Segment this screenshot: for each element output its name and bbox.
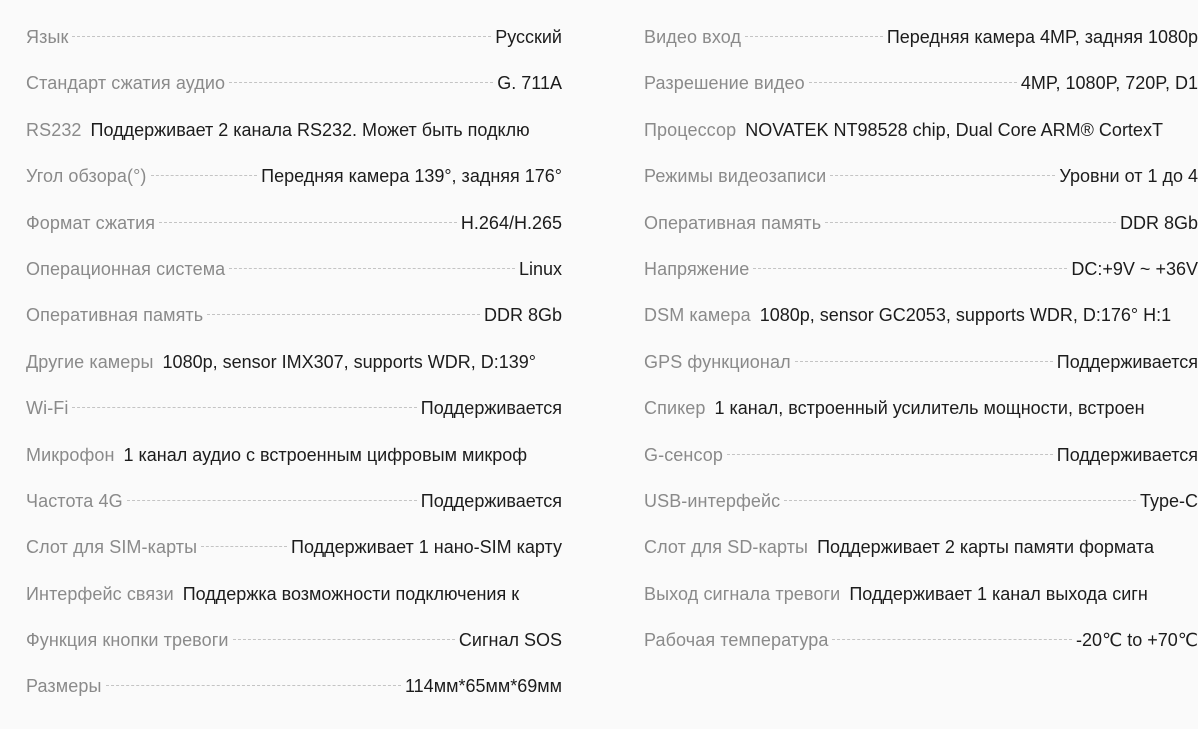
spec-row	[26, 571, 562, 617]
spec-value: Поддерживается	[1056, 351, 1198, 372]
spec-value: Поддерживает 1 канал выхода сигн	[849, 583, 1148, 604]
dotted-leader	[830, 175, 1055, 176]
spec-value: G. 711A	[497, 73, 562, 94]
spec-label: RS232	[26, 119, 82, 140]
spec-value: DC:+9V ~ +36V	[1071, 258, 1198, 279]
spec-label: Угол обзора(°)	[26, 166, 147, 187]
spec-value: Поддерживается	[420, 398, 562, 419]
spec-value: Передняя камера 4MP, задняя 1080p	[886, 27, 1198, 47]
spec-label: Оперативная память	[26, 305, 204, 326]
spec-row	[644, 339, 1198, 385]
dotted-leader	[127, 500, 417, 501]
spec-column-left	[26, 14, 562, 710]
spec-value: Русский	[495, 27, 562, 47]
dotted-leader	[784, 500, 1136, 501]
spec-row	[26, 385, 562, 431]
spec-label: Видео вход	[644, 27, 742, 47]
spec-label: Слот для SD-карты	[644, 537, 809, 558]
dotted-leader	[727, 454, 1053, 455]
spec-label: USB-интерфейс	[644, 490, 781, 511]
spec-label: Операционная система	[26, 258, 226, 279]
spec-row	[644, 200, 1198, 246]
spec-row	[26, 153, 562, 199]
dotted-leader	[151, 175, 258, 176]
spec-value: DDR 8Gb	[1119, 212, 1198, 233]
spec-value: 1 канал, встроенный усилитель мощности, встроен	[714, 398, 1145, 419]
dotted-leader	[207, 314, 480, 315]
spec-label: G-сенсор	[644, 444, 723, 465]
spec-row	[26, 339, 562, 385]
spec-label: GPS функционал	[644, 351, 791, 372]
spec-label: Выход сигнала тревоги	[644, 583, 841, 604]
spec-value: Сигнал SOS	[458, 630, 562, 651]
spec-row	[26, 107, 562, 153]
spec-label: Частота 4G	[26, 490, 123, 511]
spec-row	[26, 14, 562, 60]
spec-row	[26, 292, 562, 338]
spec-row	[644, 14, 1198, 60]
spec-label: Напряжение	[644, 258, 750, 279]
spec-label: Формат сжатия	[26, 212, 156, 233]
spec-row	[26, 663, 562, 709]
dotted-leader	[106, 685, 401, 686]
spec-value: Поддерживает 2 канала RS232. Может быть подклю	[90, 119, 530, 140]
spec-value: DDR 8Gb	[483, 305, 562, 326]
spec-label: Wi-Fi	[26, 398, 69, 419]
spec-row	[644, 153, 1198, 199]
spec-value: -20℃ to +70℃	[1076, 630, 1198, 651]
spec-row	[644, 246, 1198, 292]
dotted-leader	[229, 268, 515, 269]
spec-label: Микрофон	[26, 444, 115, 465]
spec-row	[26, 478, 562, 524]
dotted-leader	[825, 222, 1116, 223]
dotted-leader	[229, 82, 493, 83]
spec-row	[26, 617, 562, 663]
spec-row	[26, 432, 562, 478]
spec-label: Разрешение видео	[644, 73, 805, 94]
spec-row	[644, 107, 1198, 153]
spec-value: 1 канал аудио с встроенным цифровым микроф	[123, 444, 528, 465]
dotted-leader	[201, 546, 287, 547]
spec-value: Поддерживается	[1056, 444, 1198, 465]
spec-row	[644, 617, 1198, 663]
spec-value: 114мм*65мм*69мм	[405, 676, 562, 697]
dotted-leader	[745, 36, 883, 37]
spec-value: Type-C	[1139, 490, 1198, 511]
spec-value: Уровни от 1 до 4	[1059, 166, 1198, 187]
dotted-leader	[72, 407, 416, 408]
spec-label: Интерфейс связи	[26, 583, 174, 604]
spec-row	[644, 524, 1198, 570]
spec-row	[644, 478, 1198, 524]
spec-label: Размеры	[26, 676, 102, 697]
spec-row	[26, 246, 562, 292]
spec-row	[644, 432, 1198, 478]
spec-value: Поддерживает 2 карты памяти формата	[817, 537, 1154, 558]
spec-value: 4MP, 1080P, 720P, D1	[1020, 73, 1198, 94]
spec-label: Функция кнопки тревоги	[26, 630, 229, 651]
spec-label: DSM камера	[644, 305, 751, 326]
spec-value: NOVATEK NT98528 chip, Dual Core ARM® CortexT	[745, 119, 1163, 140]
dotted-leader	[159, 222, 457, 223]
dotted-leader	[233, 639, 455, 640]
spec-label: Рабочая температура	[644, 630, 829, 651]
dotted-leader	[809, 82, 1017, 83]
spec-value: Linux	[518, 258, 562, 279]
spec-value: 1080p, sensor IMX307, supports WDR, D:139°	[162, 351, 536, 372]
spec-value: 1080p, sensor GC2053, supports WDR, D:176° H:1	[759, 305, 1172, 326]
spec-label: Режимы видеозаписи	[644, 166, 827, 187]
spec-row	[644, 60, 1198, 106]
spec-label: Спикер	[644, 398, 706, 419]
spec-row	[26, 60, 562, 106]
spec-label: Оперативная память	[644, 212, 822, 233]
spec-row	[644, 292, 1198, 338]
spec-label: Слот для SIM-карты	[26, 537, 198, 558]
spec-label: Процессор	[644, 119, 737, 140]
spec-value: Поддерживает 1 нано-SIM карту	[291, 537, 562, 558]
spec-value: Поддержка возможности подключения к	[182, 583, 520, 604]
spec-value: H.264/H.265	[460, 212, 562, 233]
spec-label: Язык	[26, 27, 69, 47]
dotted-leader	[795, 361, 1053, 362]
dotted-leader	[832, 639, 1072, 640]
dotted-leader	[753, 268, 1067, 269]
spec-row	[26, 200, 562, 246]
spec-label: Стандарт сжатия аудио	[26, 73, 226, 94]
spec-column-right	[644, 14, 1198, 663]
spec-row	[644, 385, 1198, 431]
dotted-leader	[72, 36, 491, 37]
spec-value: Поддерживается	[420, 490, 562, 511]
spec-row	[26, 524, 562, 570]
spec-row	[644, 571, 1198, 617]
spec-value: Передняя камера 139°, задняя 176°	[261, 166, 562, 187]
spec-label: Другие камеры	[26, 351, 154, 372]
